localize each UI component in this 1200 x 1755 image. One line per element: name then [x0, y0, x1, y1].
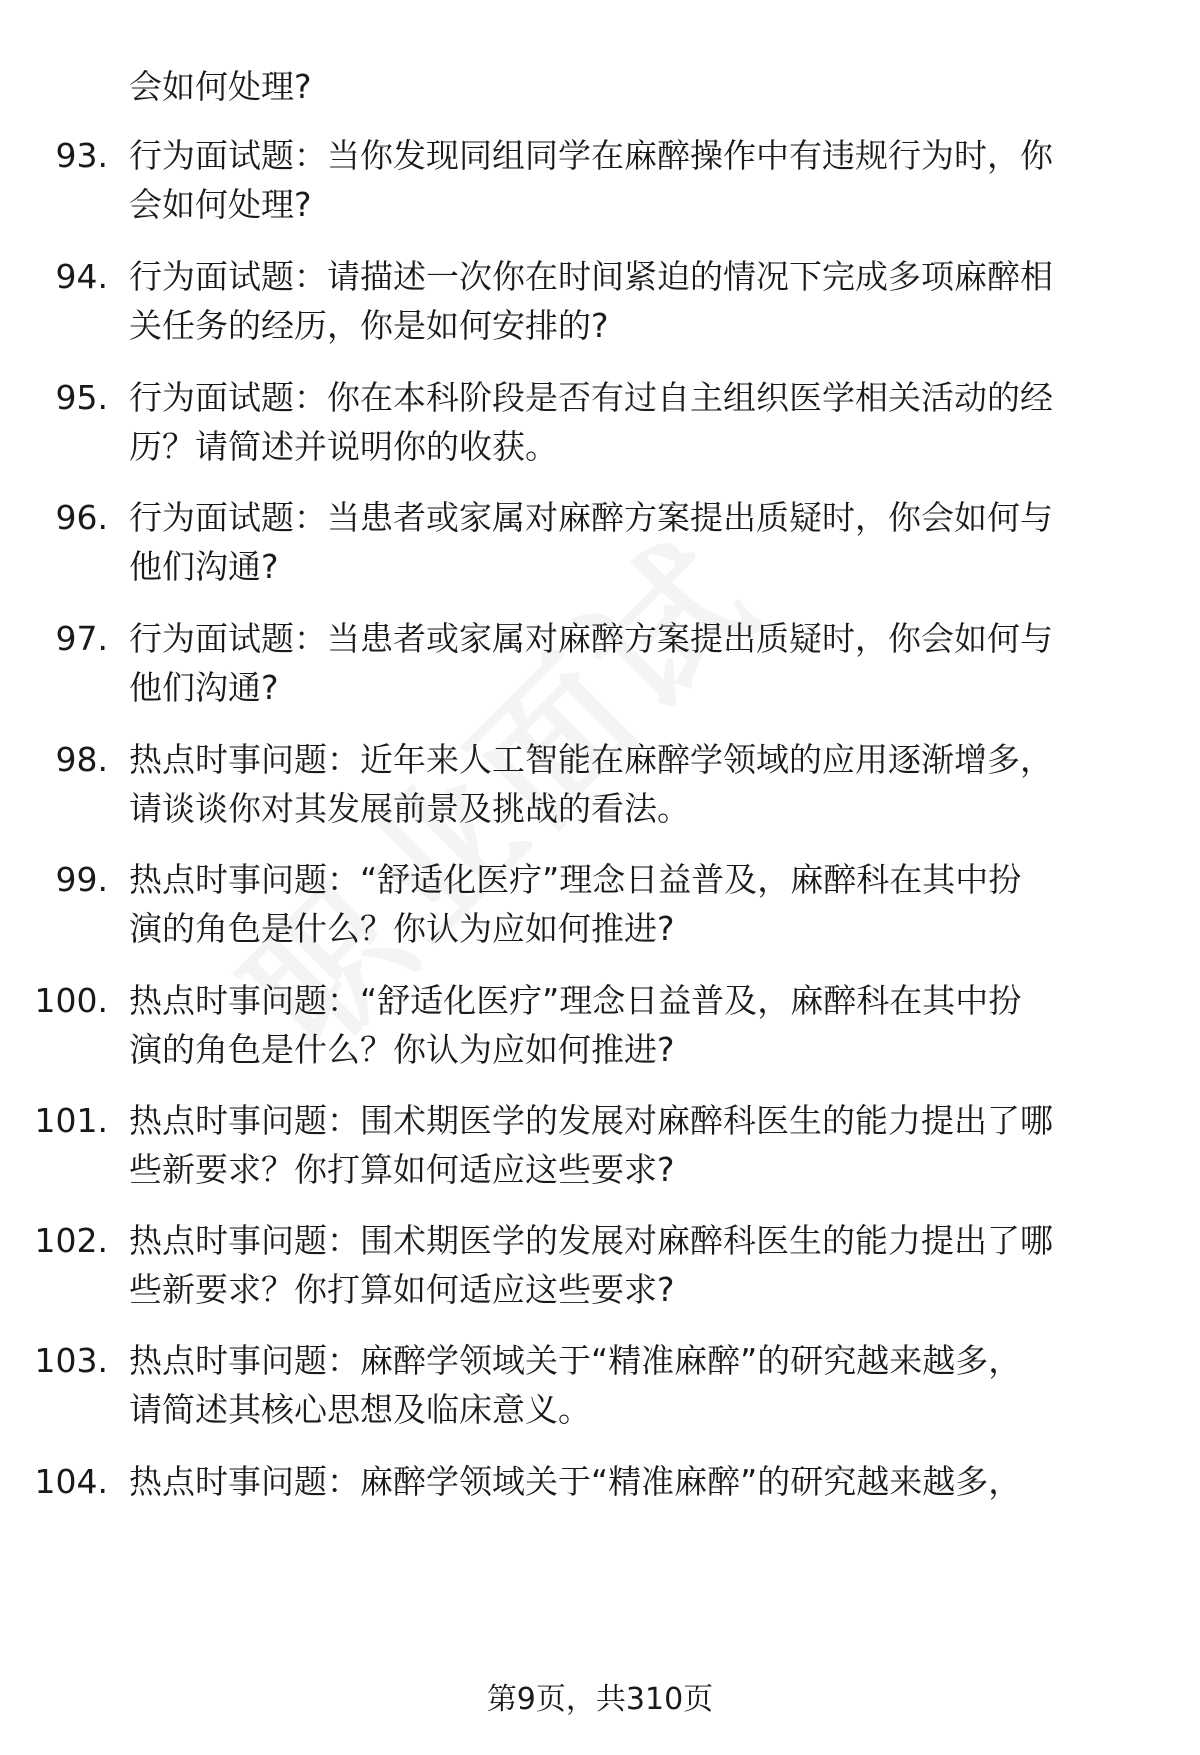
page-footer: 第9页，共310页: [486, 1682, 714, 1717]
question-text: 行为面试题：你在本科阶段是否有过自主组织医学相关活动的经 历？请简述并说明你的收获。: [129, 378, 1053, 466]
question-number: 103.: [34, 1341, 108, 1380]
question-text: 热点时事问题：麻醉学领域关于“精准麻醉”的研究越来越多，: [129, 1462, 1022, 1501]
question-number: 101.: [34, 1101, 108, 1140]
question-number: 96.: [55, 498, 108, 537]
question-number: 98.: [55, 740, 108, 779]
question-text: 热点时事问题：“舒适化医疗”理念日益普及，麻醉科在其中扮 演的角色是什么？你认为应如何推进?: [129, 981, 1022, 1069]
question-number: 95.: [55, 378, 108, 417]
question-text: 热点时事问题：围术期医学的发展对麻醉科医生的能力提出了哪 些新要求？你打算如何适应这些要求?: [129, 1221, 1053, 1309]
question-text: 行为面试题：当患者或家属对麻醉方案提出质疑时，你会如何与 他们沟通?: [129, 619, 1053, 707]
question-number: 99.: [55, 860, 108, 899]
question-text: 热点时事问题：麻醉学领域关于“精准麻醉”的研究越来越多， 请简述其核心思想及临床意义。: [129, 1341, 1022, 1429]
question-number: 100.: [34, 981, 108, 1020]
continued-question-text: 会如何处理?: [129, 67, 312, 106]
question-text: 行为面试题：当你发现同组同学在麻醉操作中有违规行为时，你 会如何处理?: [129, 136, 1053, 224]
question-number: 104.: [34, 1462, 108, 1501]
question-number: 102.: [34, 1221, 108, 1260]
question-text: 热点时事问题：围术期医学的发展对麻醉科医生的能力提出了哪 些新要求？你打算如何适应这些要求?: [129, 1101, 1053, 1189]
question-text: 热点时事问题：近年来人工智能在麻醉学领域的应用逐渐增多， 请谈谈你对其发展前景及挑战的看法。: [129, 740, 1053, 828]
question-text: 行为面试题：当患者或家属对麻醉方案提出质疑时，你会如何与 他们沟通?: [129, 498, 1053, 586]
question-text: 行为面试题：请描述一次你在时间紧迫的情况下完成多项麻醉相 关任务的经历，你是如何安排的?: [129, 257, 1053, 345]
question-number: 97.: [55, 619, 108, 658]
question-number: 94.: [55, 257, 108, 296]
question-text: 热点时事问题：“舒适化医疗”理念日益普及，麻醉科在其中扮 演的角色是什么？你认为应如何推进?: [129, 860, 1022, 948]
question-number: 93.: [55, 136, 108, 175]
